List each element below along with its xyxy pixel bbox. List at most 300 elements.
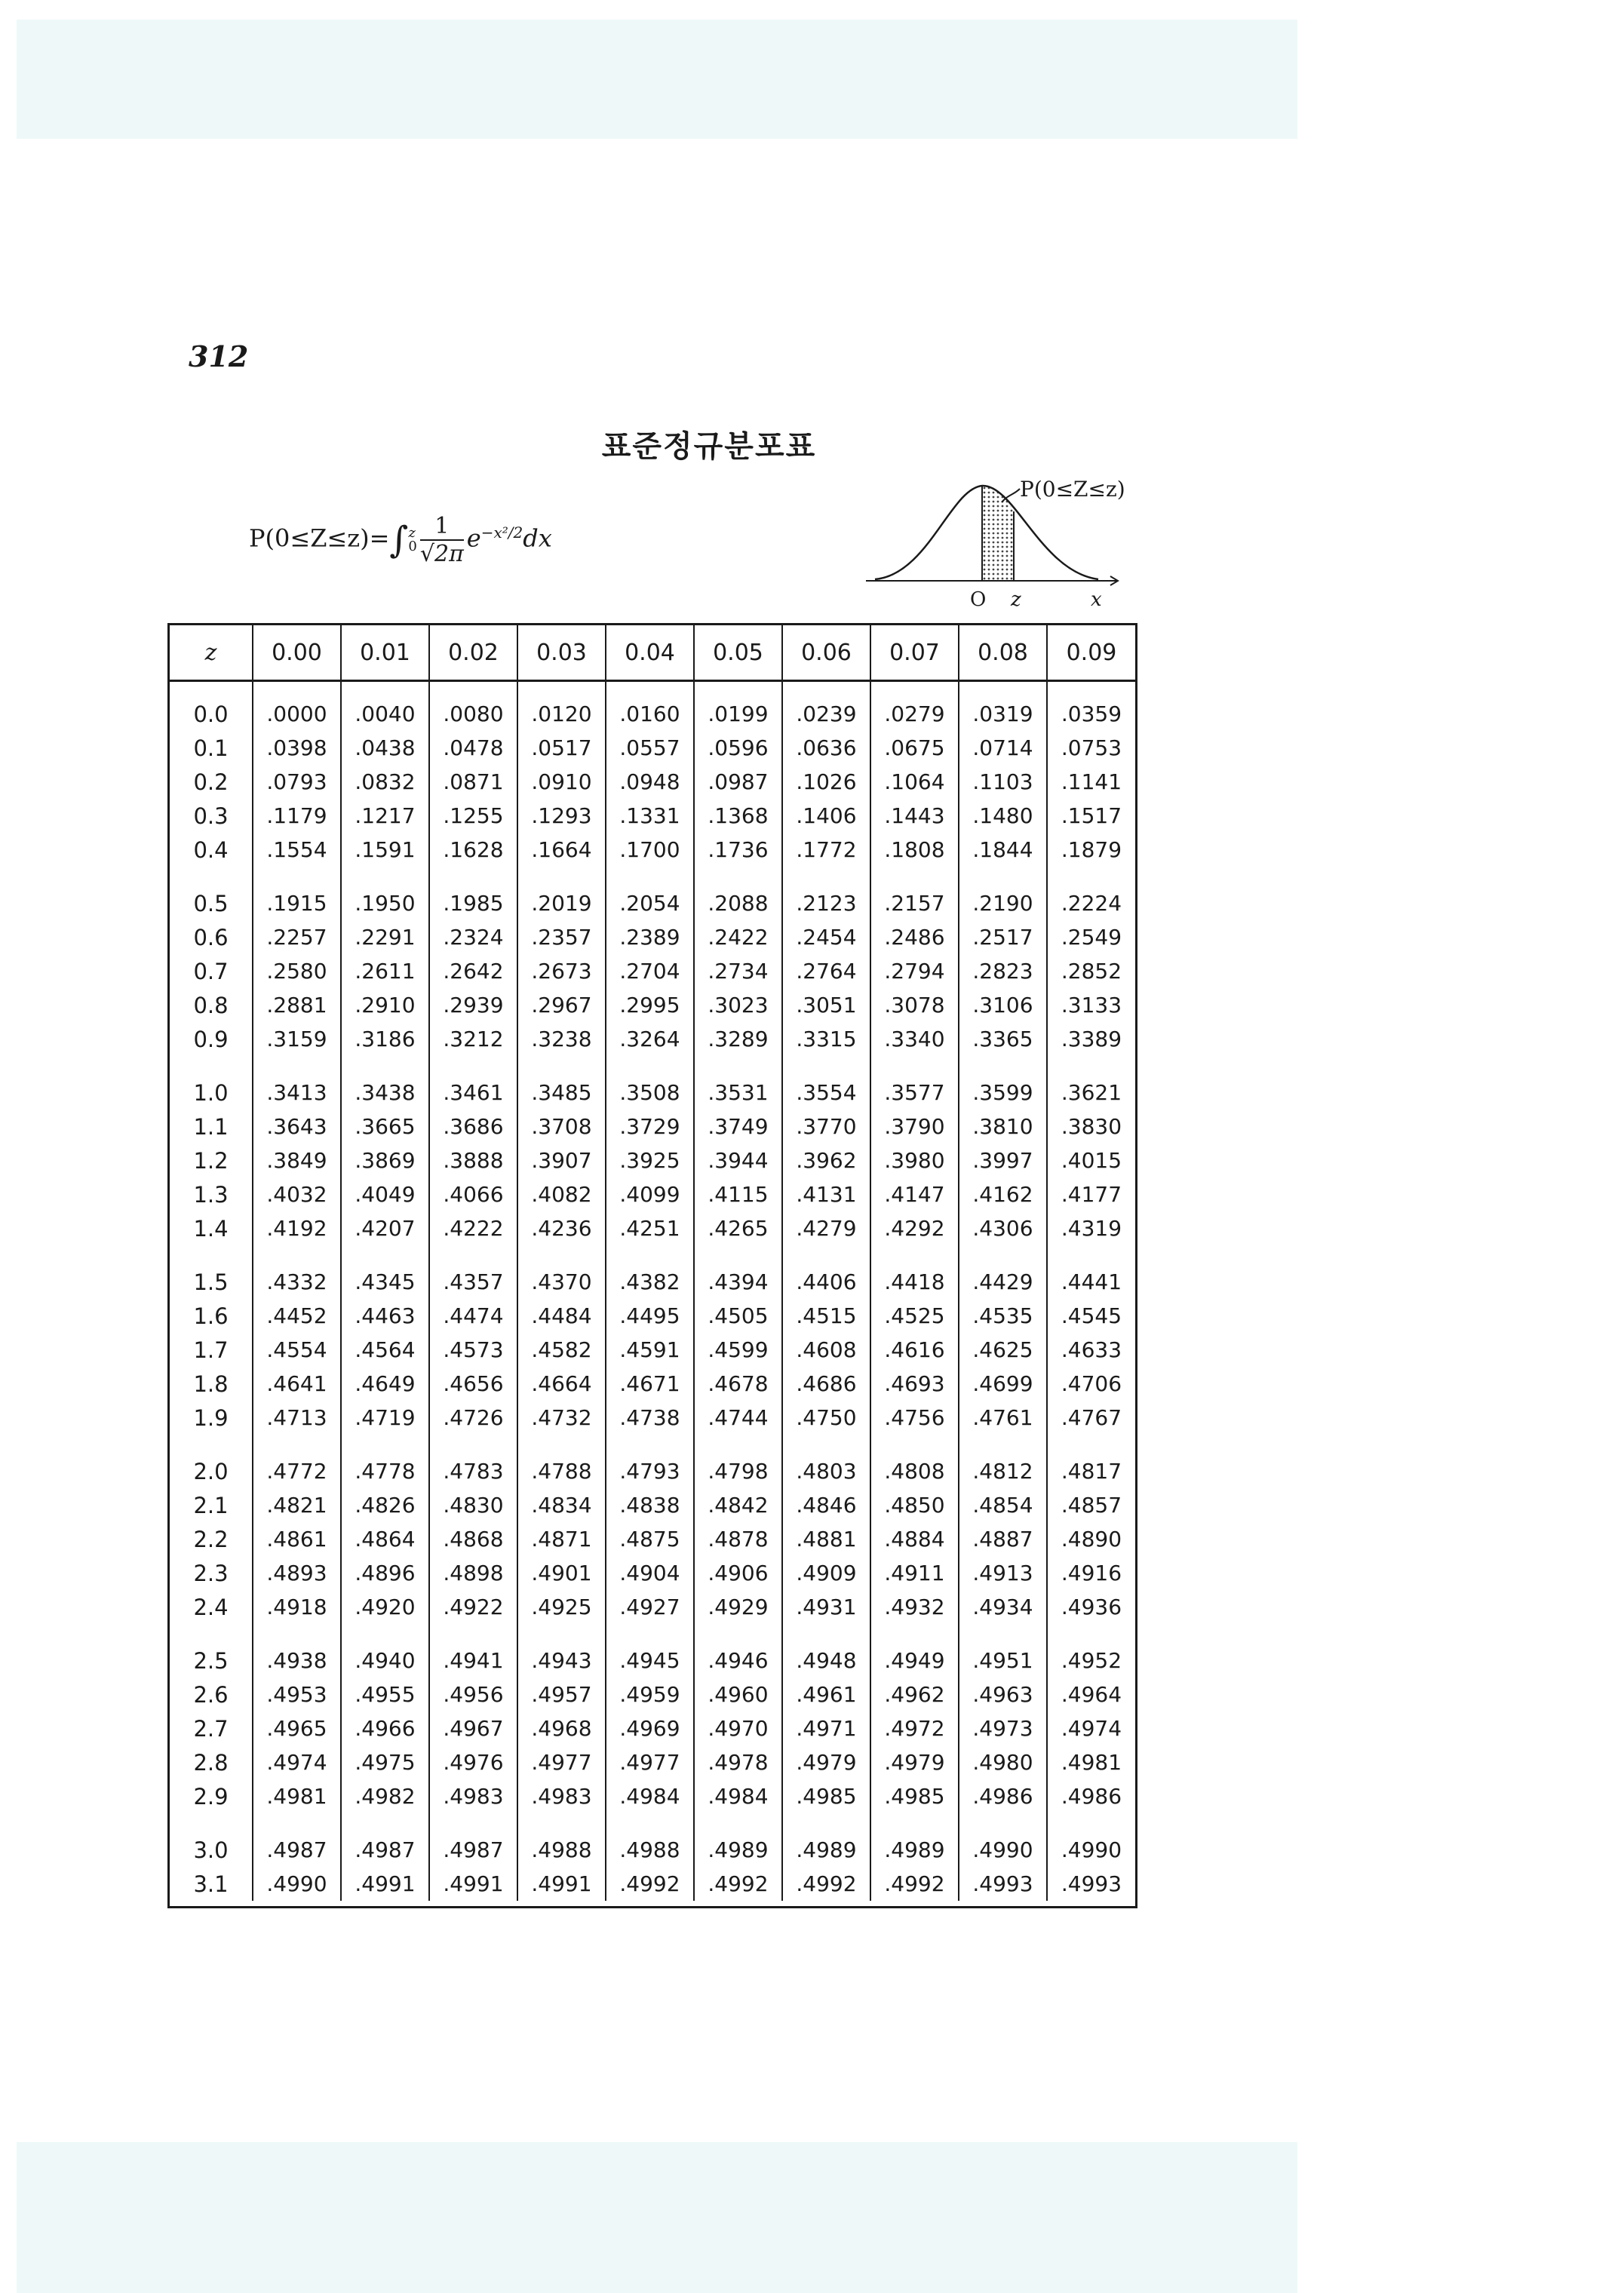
spacer-cell <box>253 1245 341 1265</box>
z-value-cell: 1.6 <box>170 1299 253 1333</box>
probability-cell: .4332 <box>253 1265 341 1299</box>
probability-cell: .4686 <box>782 1367 870 1401</box>
probability-cell: .4973 <box>959 1711 1047 1745</box>
table-row <box>170 1678 1135 1711</box>
spacer-cell <box>606 1435 694 1454</box>
probability-cell: .4918 <box>253 1590 341 1624</box>
z-value-cell: 0.7 <box>170 954 253 988</box>
probability-cell: .4842 <box>694 1488 782 1522</box>
probability-cell: .2224 <box>1061 891 1122 916</box>
table-row <box>170 1367 1135 1401</box>
z-value-cell: 1.4 <box>170 1211 253 1245</box>
probability-cell: .4965 <box>253 1711 341 1745</box>
probability-cell: .2611 <box>341 954 429 988</box>
probability-cell: .4952 <box>1061 1648 1122 1673</box>
probability-cell: .4207 <box>341 1211 429 1245</box>
z-value-cell: 0.6 <box>170 920 253 954</box>
probability-cell: .3686 <box>429 1110 517 1143</box>
probability-cell: .4357 <box>429 1265 517 1299</box>
probability-cell: .4983 <box>429 1779 517 1813</box>
spacer-cell <box>606 1813 694 1833</box>
probability-cell: .4987 <box>429 1833 517 1867</box>
probability-cell: .4292 <box>870 1211 959 1245</box>
probability-cell: .4192 <box>253 1211 341 1245</box>
probability-cell: .4951 <box>959 1644 1047 1678</box>
probability-cell: .4767 <box>1061 1405 1122 1430</box>
spacer-cell <box>1047 1624 1135 1644</box>
probability-cell: .4177 <box>1061 1182 1122 1207</box>
probability-cell: .4850 <box>870 1488 959 1522</box>
probability-cell: .4306 <box>959 1211 1047 1245</box>
probability-cell: .4236 <box>517 1211 606 1245</box>
probability-cell: .3621 <box>1061 1080 1122 1105</box>
spacer-cell <box>694 1435 782 1454</box>
z-value-cell: 1.3 <box>170 1177 253 1211</box>
probability-cell: .4980 <box>959 1745 1047 1779</box>
probability-cell: .3106 <box>959 988 1047 1022</box>
probability-cell: .4990 <box>1061 1837 1122 1862</box>
table-row <box>170 1299 1135 1333</box>
probability-cell: .1026 <box>782 765 870 799</box>
probability-cell: .0753 <box>1061 735 1122 760</box>
spacer-cell <box>341 1435 429 1454</box>
probability-cell: .0359 <box>1061 701 1122 726</box>
probability-cell: .4826 <box>341 1488 429 1522</box>
probability-cell: .2157 <box>870 886 959 920</box>
probability-cell: .4945 <box>606 1644 694 1678</box>
probability-cell: .4115 <box>694 1177 782 1211</box>
probability-cell: .4989 <box>782 1833 870 1867</box>
spacer-cell <box>606 1056 694 1076</box>
table-row <box>170 1110 1135 1143</box>
probability-cell: .2673 <box>517 954 606 988</box>
probability-cell: .4959 <box>606 1678 694 1711</box>
probability-cell: .3907 <box>517 1143 606 1177</box>
spacer-cell <box>782 1056 870 1076</box>
probability-cell: .1103 <box>959 765 1047 799</box>
integral-limits <box>408 526 416 554</box>
probability-cell: .4857 <box>1061 1493 1122 1518</box>
probability-cell: .4981 <box>1061 1750 1122 1775</box>
probability-cell: .4991 <box>341 1867 429 1901</box>
spacer-cell <box>959 1435 1047 1454</box>
probability-cell: .2580 <box>253 954 341 988</box>
probability-cell: .4082 <box>517 1177 606 1211</box>
probability-cell: .4821 <box>253 1488 341 1522</box>
probability-cell: .4345 <box>341 1265 429 1299</box>
probability-cell: .4881 <box>782 1522 870 1556</box>
spacer-cell <box>517 867 606 886</box>
probability-cell: .1217 <box>341 799 429 833</box>
probability-cell: .4925 <box>517 1590 606 1624</box>
probability-cell: .3729 <box>606 1110 694 1143</box>
probability-cell: .4969 <box>606 1711 694 1745</box>
probability-cell: .0040 <box>341 681 429 732</box>
spacer-cell <box>959 1245 1047 1265</box>
probability-cell: .4878 <box>694 1522 782 1556</box>
probability-cell: .4625 <box>959 1333 1047 1367</box>
z-value-cell: 1.5 <box>170 1265 253 1299</box>
bottom-scan-band <box>17 2142 1297 2293</box>
spacer-cell <box>517 1245 606 1265</box>
probability-cell: .4975 <box>341 1745 429 1779</box>
table-row <box>170 1211 1135 1245</box>
table-row <box>170 988 1135 1022</box>
spacer-cell <box>429 1624 517 1644</box>
probability-cell: .4974 <box>1061 1716 1122 1741</box>
probability-cell: .1700 <box>606 833 694 867</box>
probability-cell: .4495 <box>606 1299 694 1333</box>
probability-cell: .1480 <box>959 799 1047 833</box>
spacer-cell <box>870 1056 959 1076</box>
probability-cell: .0398 <box>253 731 341 765</box>
probability-cell: .1179 <box>253 799 341 833</box>
probability-cell: .4846 <box>782 1488 870 1522</box>
table-row <box>170 1076 1135 1110</box>
z-value-cell: 2.5 <box>170 1644 253 1678</box>
column-header: 0.02 <box>429 625 517 681</box>
probability-cell: .3830 <box>1061 1114 1122 1139</box>
probability-cell: .4854 <box>959 1488 1047 1522</box>
probability-cell: .4929 <box>694 1590 782 1624</box>
probability-cell: .4788 <box>517 1454 606 1488</box>
formula-lhs: P(0≤Z≤z)= <box>249 523 390 553</box>
probability-cell: .0636 <box>782 731 870 765</box>
probability-cell: .3315 <box>782 1022 870 1056</box>
spacer-cell <box>870 1435 959 1454</box>
spacer-cell <box>1047 1245 1135 1265</box>
probability-cell: .4750 <box>782 1401 870 1435</box>
spacer-cell <box>253 1435 341 1454</box>
z-value-cell: 2.4 <box>170 1590 253 1624</box>
probability-cell: .0948 <box>606 765 694 799</box>
origin-label: O <box>970 588 987 611</box>
probability-cell: .4713 <box>253 1401 341 1435</box>
probability-cell: .3869 <box>341 1143 429 1177</box>
probability-cell: .4964 <box>1061 1682 1122 1707</box>
probability-cell: .4778 <box>341 1454 429 1488</box>
probability-cell: .4394 <box>694 1265 782 1299</box>
z-value-cell: 1.1 <box>170 1110 253 1143</box>
probability-cell: .1879 <box>1061 837 1122 862</box>
probability-cell: .4429 <box>959 1265 1047 1299</box>
probability-cell: .4955 <box>341 1678 429 1711</box>
x-axis-label: x <box>1091 588 1102 611</box>
spacer-cell <box>782 1624 870 1644</box>
probability-cell: .4664 <box>517 1367 606 1401</box>
probability-cell: .4960 <box>694 1678 782 1711</box>
probability-cell: .4222 <box>429 1211 517 1245</box>
probability-cell: .4582 <box>517 1333 606 1367</box>
numerator: 1 <box>420 513 464 541</box>
probability-cell: .1628 <box>429 833 517 867</box>
probability-cell: .0517 <box>517 731 606 765</box>
spacer-cell <box>694 1245 782 1265</box>
probability-cell: .4977 <box>517 1745 606 1779</box>
probability-cell: .0438 <box>341 731 429 765</box>
probability-cell: .4525 <box>870 1299 959 1333</box>
table-row <box>170 1022 1135 1056</box>
probability-cell: .4887 <box>959 1522 1047 1556</box>
spacer-cell <box>1047 1813 1135 1833</box>
table-row <box>170 1833 1135 1867</box>
probability-cell: .2054 <box>606 886 694 920</box>
probability-cell: .4991 <box>429 1867 517 1901</box>
probability-cell: .4131 <box>782 1177 870 1211</box>
probability-cell: .3438 <box>341 1076 429 1110</box>
probability-cell: .3340 <box>870 1022 959 1056</box>
spacer-cell <box>870 1245 959 1265</box>
probability-cell: .4545 <box>1061 1303 1122 1328</box>
probability-cell: .0793 <box>253 765 341 799</box>
probability-cell: .4678 <box>694 1367 782 1401</box>
probability-cell: .4761 <box>959 1401 1047 1435</box>
probability-cell: .2454 <box>782 920 870 954</box>
probability-cell: .4936 <box>1061 1595 1122 1619</box>
spacer-cell <box>959 1813 1047 1833</box>
probability-cell: .4772 <box>253 1454 341 1488</box>
z-value-cell: 2.0 <box>170 1454 253 1488</box>
spacer-cell <box>341 867 429 886</box>
probability-cell: .1064 <box>870 765 959 799</box>
probability-cell: .4554 <box>253 1333 341 1367</box>
probability-cell: .4463 <box>341 1299 429 1333</box>
probability-cell: .4099 <box>606 1177 694 1211</box>
table-row <box>170 1333 1135 1367</box>
probability-cell: .0000 <box>253 681 341 732</box>
probability-cell: .4927 <box>606 1590 694 1624</box>
probability-cell: .2910 <box>341 988 429 1022</box>
probability-cell: .4972 <box>870 1711 959 1745</box>
standard-normal-table <box>170 625 1135 1901</box>
probability-cell: .1331 <box>606 799 694 833</box>
column-header: 0.04 <box>606 625 694 681</box>
probability-cell: .4916 <box>1061 1561 1122 1585</box>
spacer-cell <box>694 1056 782 1076</box>
probability-cell: .4808 <box>870 1454 959 1488</box>
spacer-cell <box>1047 1056 1135 1076</box>
probability-cell: .4946 <box>694 1644 782 1678</box>
probability-cell: .4616 <box>870 1333 959 1367</box>
probability-cell: .4974 <box>253 1745 341 1779</box>
probability-cell: .4871 <box>517 1522 606 1556</box>
probability-cell: .4991 <box>517 1867 606 1901</box>
probability-cell: .2967 <box>517 988 606 1022</box>
probability-cell: .2734 <box>694 954 782 988</box>
probability-cell: .1915 <box>253 886 341 920</box>
group-spacer <box>170 1435 1135 1454</box>
z-value-cell: 2.3 <box>170 1556 253 1590</box>
probability-cell: .2517 <box>959 920 1047 954</box>
probability-cell: .3186 <box>341 1022 429 1056</box>
probability-cell: .2794 <box>870 954 959 988</box>
probability-cell: .3159 <box>253 1022 341 1056</box>
column-header: 0.05 <box>694 625 782 681</box>
probability-cell: .4986 <box>959 1779 1047 1813</box>
probability-cell: .4817 <box>1061 1459 1122 1484</box>
probability-cell: .4948 <box>782 1644 870 1678</box>
table-row <box>170 1488 1135 1522</box>
probability-cell: .0279 <box>870 681 959 732</box>
probability-cell: .3980 <box>870 1143 959 1177</box>
group-spacer <box>170 867 1135 886</box>
table-row <box>170 1590 1135 1624</box>
spacer-cell <box>606 1245 694 1265</box>
spacer-cell <box>517 1435 606 1454</box>
probability-cell: .4066 <box>429 1177 517 1211</box>
spacer-cell <box>782 867 870 886</box>
spacer-cell <box>517 1813 606 1833</box>
spacer-cell <box>253 1813 341 1833</box>
probability-cell: .4934 <box>959 1590 1047 1624</box>
probability-cell: .2881 <box>253 988 341 1022</box>
probability-cell: .4943 <box>517 1644 606 1678</box>
probability-cell: .4986 <box>1061 1784 1122 1809</box>
probability-cell: .2422 <box>694 920 782 954</box>
probability-cell: .4993 <box>1061 1871 1122 1896</box>
probability-cell: .1368 <box>694 799 782 833</box>
z-value-cell: 0.8 <box>170 988 253 1022</box>
probability-cell: .4949 <box>870 1644 959 1678</box>
probability-cell: .1985 <box>429 886 517 920</box>
group-spacer <box>170 1624 1135 1644</box>
probability-cell: .0239 <box>782 681 870 732</box>
probability-cell: .3485 <box>517 1076 606 1110</box>
probability-cell: .4382 <box>606 1265 694 1299</box>
z-value-cell: 2.6 <box>170 1678 253 1711</box>
probability-cell: .1406 <box>782 799 870 833</box>
table-row <box>170 886 1135 920</box>
z-value-cell: 2.2 <box>170 1522 253 1556</box>
probability-cell: .4861 <box>253 1522 341 1556</box>
probability-cell: .3925 <box>606 1143 694 1177</box>
spacer-cell <box>959 1624 1047 1644</box>
z-value-cell: 2.8 <box>170 1745 253 1779</box>
probability-cell: .0120 <box>517 681 606 732</box>
probability-cell: .4922 <box>429 1590 517 1624</box>
probability-cell: .4798 <box>694 1454 782 1488</box>
probability-cell: .2486 <box>870 920 959 954</box>
probability-cell: .4726 <box>429 1401 517 1435</box>
probability-cell: .4162 <box>959 1177 1047 1211</box>
spacer-cell <box>870 1624 959 1644</box>
spacer-cell <box>170 1435 253 1454</box>
page-number: 312 <box>189 339 249 373</box>
spacer-cell <box>870 1813 959 1833</box>
probability-cell: .1293 <box>517 799 606 833</box>
probability-cell: .4608 <box>782 1333 870 1367</box>
spacer-cell <box>606 1624 694 1644</box>
probability-cell: .0910 <box>517 765 606 799</box>
upper-limit: z <box>408 525 416 541</box>
column-header: 0.00 <box>253 625 341 681</box>
z-value-cell: 0.0 <box>170 681 253 732</box>
probability-cell: .3810 <box>959 1110 1047 1143</box>
probability-cell: .1664 <box>517 833 606 867</box>
probability-cell: .4719 <box>341 1401 429 1435</box>
probability-cell: .4049 <box>341 1177 429 1211</box>
probability-cell: .1517 <box>1061 803 1122 828</box>
probability-cell: .3577 <box>870 1076 959 1110</box>
probability-cell: .0832 <box>341 765 429 799</box>
probability-cell: .3888 <box>429 1143 517 1177</box>
probability-cell: .4564 <box>341 1333 429 1367</box>
probability-cell: .4990 <box>253 1867 341 1901</box>
spacer-cell <box>517 1624 606 1644</box>
probability-cell: .3944 <box>694 1143 782 1177</box>
probability-cell: .4452 <box>253 1299 341 1333</box>
probability-cell: .4633 <box>1061 1337 1122 1362</box>
spacer-cell <box>170 867 253 886</box>
probability-cell: .4989 <box>694 1833 782 1867</box>
spacer-cell <box>1047 1435 1135 1454</box>
z-value-cell: 1.8 <box>170 1367 253 1401</box>
spacer-cell <box>429 1245 517 1265</box>
table-row <box>170 1177 1135 1211</box>
z-value-cell: 0.9 <box>170 1022 253 1056</box>
group-spacer <box>170 1813 1135 1833</box>
probability-cell: .4962 <box>870 1678 959 1711</box>
probability-cell: .4783 <box>429 1454 517 1488</box>
z-axis-label: z <box>1011 588 1021 611</box>
probability-cell: .4920 <box>341 1590 429 1624</box>
spacer-cell <box>170 1056 253 1076</box>
group-spacer <box>170 1245 1135 1265</box>
table-row <box>170 731 1135 765</box>
spacer-cell <box>170 1624 253 1644</box>
probability-cell: .0557 <box>606 731 694 765</box>
probability-cell: .4938 <box>253 1644 341 1678</box>
probability-cell: .4573 <box>429 1333 517 1367</box>
probability-cell: .4279 <box>782 1211 870 1245</box>
top-scan-band <box>17 20 1297 139</box>
page-title: 표준정규분포표 <box>601 429 817 464</box>
z-value-cell: 2.1 <box>170 1488 253 1522</box>
spacer-cell <box>341 1813 429 1833</box>
probability-cell: .4963 <box>959 1678 1047 1711</box>
probability-cell: .1950 <box>341 886 429 920</box>
probability-cell: .0080 <box>429 681 517 732</box>
probability-cell: .4868 <box>429 1522 517 1556</box>
z-value-cell: 1.0 <box>170 1076 253 1110</box>
probability-cell: .0714 <box>959 731 1047 765</box>
probability-cell: .4738 <box>606 1401 694 1435</box>
probability-cell: .4985 <box>782 1779 870 1813</box>
probability-cell: .4803 <box>782 1454 870 1488</box>
probability-cell: .1591 <box>341 833 429 867</box>
probability-cell: .4992 <box>694 1867 782 1901</box>
probability-cell: .3749 <box>694 1110 782 1143</box>
table-row <box>170 1711 1135 1745</box>
table-row <box>170 833 1135 867</box>
table-row <box>170 1522 1135 1556</box>
spacer-cell <box>1047 867 1135 886</box>
probability-cell: .4693 <box>870 1367 959 1401</box>
z-value-cell: 1.2 <box>170 1143 253 1177</box>
z-value-cell: 0.1 <box>170 731 253 765</box>
probability-cell: .2642 <box>429 954 517 988</box>
label-pointer <box>1002 489 1020 502</box>
table-row <box>170 1644 1135 1678</box>
probability-cell: .4993 <box>959 1867 1047 1901</box>
table-row <box>170 1143 1135 1177</box>
probability-cell: .4032 <box>253 1177 341 1211</box>
probability-cell: .0199 <box>694 681 782 732</box>
probability-cell: .4671 <box>606 1367 694 1401</box>
probability-cell: .4941 <box>429 1644 517 1678</box>
table-row <box>170 1401 1135 1435</box>
probability-cell: .4987 <box>341 1833 429 1867</box>
